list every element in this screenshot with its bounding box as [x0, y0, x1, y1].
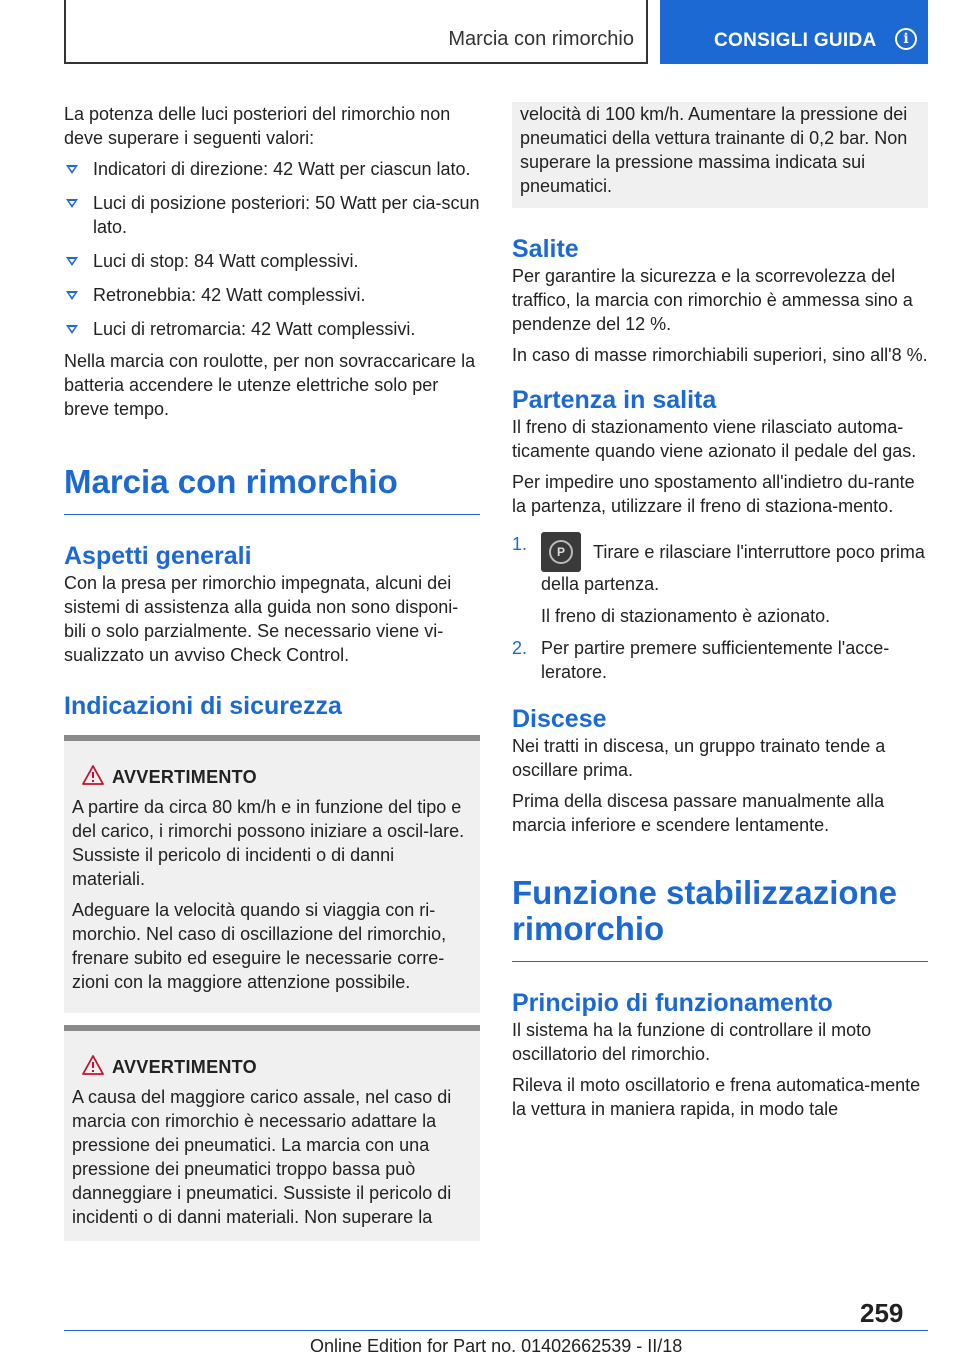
bullet-triangle-icon	[66, 257, 78, 266]
right-column	[512, 102, 928, 1128]
warning-title: AVVERTIMENTO	[112, 767, 257, 787]
warning-paragraph: A partire da circa 80 km/h e in funzione del tipo e del carico, i rimorchi possono iniziare a oscil-lare. Sussiste il pericolo di incidenti o di danni materiali.	[72, 797, 465, 889]
page-number: 259	[860, 1298, 904, 1328]
parking-brake-icon: P	[541, 532, 581, 572]
partenza-paragraph: Il freno di stazionamento viene rilasciato automa-ticamente quando viene azionato il pedale del gas.	[512, 417, 917, 461]
principio-heading: Principio di funzionamento	[512, 989, 833, 1017]
list-item	[512, 532, 928, 628]
list-item: Indicatori di direzione: 42 Watt per ciascun lato.	[64, 157, 480, 181]
list-item: Retronebbia: 42 Watt complessivi.	[64, 283, 480, 307]
warning-triangle-icon	[82, 765, 104, 785]
list-item	[512, 636, 928, 684]
warning-triangle-icon	[82, 1055, 104, 1075]
left-column	[64, 102, 480, 1241]
list-item: Luci di posizione posteriori: 50 Watt per cia-scun lato.	[64, 191, 480, 239]
header-section-title: Marcia con rimorchio	[448, 28, 634, 50]
step-number: 2.	[512, 638, 528, 658]
chapter-badge[interactable]	[660, 0, 928, 64]
warning-paragraph: Adeguare la velocità quando si viaggia con ri-morchio. Nel caso di oscillazione del rimorchio, frenare subito ed eseguire le necessarie corre-zioni con la maggiore attenzione possibile.	[72, 900, 447, 992]
salite-paragraph: Per garantire la sicurezza e la scorrevolezza del traffico, la marcia con rimorchio è ammessa sino a pendenze del 12 %.	[512, 266, 913, 334]
steps-list	[512, 532, 928, 684]
partenza-heading: Partenza in salita	[512, 386, 717, 414]
intro-paragraph: La potenza delle luci posteriori del rimorchio non deve superare i seguenti valori:	[64, 104, 451, 148]
light-limits-list	[64, 157, 480, 341]
warning-box	[64, 1025, 480, 1241]
step-text: Per partire premere sufficientemente l'acce-leratore.	[541, 638, 890, 682]
warning-paragraph: velocità di 100 km/h. Aumentare la pressione dei pneumatici della vettura trainante di 0,2 bar. Non superare la pressione massima indicata sui pneumatici.	[520, 104, 908, 196]
caravan-paragraph: Nella marcia con roulotte, per non sovraccaricare la batteria accendere le utenze elettriche solo per breve tempo.	[64, 351, 476, 419]
warning-title: AVVERTIMENTO	[112, 1057, 257, 1077]
salite-paragraph: In caso di masse rimorchiabili superiori, sino all'8 %.	[512, 345, 928, 365]
list-item: Luci di stop: 84 Watt complessivi.	[64, 249, 480, 273]
list-item: Luci di retromarcia: 42 Watt complessivi.	[64, 317, 480, 341]
step-text: Tirare e rilasciare l'interruttore poco prima della partenza.	[541, 542, 925, 594]
partenza-paragraph: Per impedire uno spostamento all'indietro du-rante la partenza, utilizzare il freno di staziona-mento.	[512, 472, 915, 516]
general-paragraph: Con la presa per rimorchio impegnata, alcuni dei sistemi di assistenza alla guida non sono disponi-bili o solo parzialmente. Se necessario viene vi-sualizzato un avviso Check Control.	[64, 573, 459, 665]
discese-paragraph: Prima della discesa passare manualmente alla marcia inferiore e scendere lentamente.	[512, 791, 885, 835]
discese-heading: Discese	[512, 705, 607, 733]
bullet-triangle-icon	[66, 199, 78, 208]
principio-paragraph: Il sistema ha la funzione di controllare il moto oscillatorio del rimorchio.	[512, 1020, 872, 1064]
bullet-triangle-icon	[66, 325, 78, 334]
general-heading: Aspetti generali	[64, 542, 252, 570]
warning-paragraph: A causa del maggiore carico assale, nel caso di marcia con rimorchio è necessario adattare la pressione dei pneumatici. La marcia con una pressione dei pneumatici troppo bassa può danneggiare i pneumatici. Sussiste il pericolo di incidenti o di danni materiali. Non superare la	[72, 1087, 452, 1227]
footer-edition: Online Edition for Part no. 01402662539 - II/18	[310, 1336, 683, 1356]
principio-paragraph: Rileva il moto oscillatorio e frena automatica-mente la vettura in maniera rapida, in modo tale	[512, 1075, 921, 1119]
warning-box	[64, 735, 480, 1013]
discese-paragraph: Nei tratti in discesa, un gruppo trainato tende a oscillare prima.	[512, 736, 886, 780]
bullet-triangle-icon	[66, 165, 78, 174]
salite-heading: Salite	[512, 235, 579, 263]
chapter-label: CONSIGLI GUIDA	[714, 30, 877, 51]
bullet-triangle-icon	[66, 291, 78, 300]
step-number: 1.	[512, 534, 528, 554]
safety-heading: Indicazioni di sicurezza	[64, 692, 342, 720]
step-result: Il freno di stazionamento è azionato.	[541, 606, 831, 626]
warning-continuation-box	[512, 102, 928, 208]
info-icon[interactable]: i	[895, 28, 917, 50]
footer-rule	[64, 1330, 928, 1331]
header-frame	[64, 0, 648, 64]
stabilization-title: Funzione stabilizzazione rimorchio	[512, 875, 928, 962]
section-title: Marcia con rimorchio	[64, 464, 480, 515]
